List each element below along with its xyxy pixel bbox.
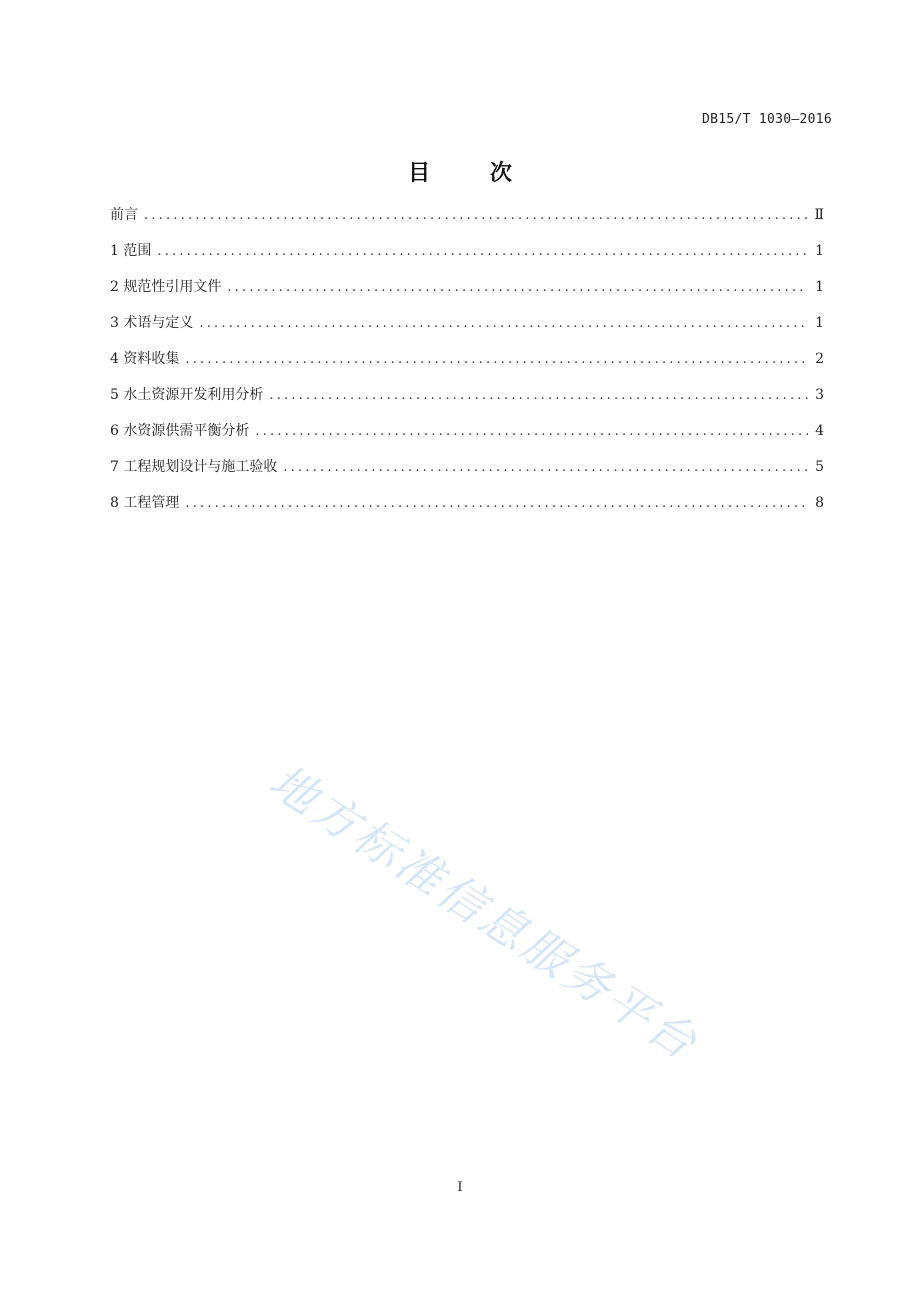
toc-entry-page: 5 (815, 459, 824, 475)
toc-entry-data-collection[interactable] (110, 348, 824, 384)
toc-entry-page: 1 (815, 243, 824, 259)
toc-entry-page: 8 (815, 495, 824, 511)
toc-dot-leader (185, 493, 808, 515)
table-of-contents (110, 204, 824, 528)
toc-dot-leader (157, 241, 808, 263)
toc-entry-label: 7 工程规划设计与施工验收 (110, 459, 278, 475)
page-number: I (457, 1180, 463, 1195)
toc-entry-label: 6 水资源供需平衡分析 (110, 423, 250, 439)
toc-entry-label: 1 范围 (110, 243, 152, 259)
toc-entry-label: 2 规范性引用文件 (110, 279, 222, 295)
toc-dot-leader (199, 313, 808, 335)
toc-dot-leader (185, 349, 808, 371)
toc-dot-leader (227, 277, 808, 299)
toc-entry-label: 5 水土资源开发利用分析 (110, 387, 264, 403)
toc-dot-leader (255, 421, 808, 443)
toc-entry-engineering-design[interactable] (110, 456, 824, 492)
toc-entry-page: 1 (815, 279, 824, 295)
toc-entry-page: 2 (815, 351, 824, 367)
toc-entry-label: 8 工程管理 (110, 495, 180, 511)
toc-entry-label: 3 术语与定义 (110, 315, 194, 331)
toc-dot-leader (269, 385, 808, 407)
toc-entry-engineering-management[interactable] (110, 492, 824, 528)
watermark: 地方标准信息服务平台 (259, 753, 709, 1072)
toc-entry-label: 4 资料收集 (110, 351, 180, 367)
toc-entry-label: 前言 (110, 207, 138, 223)
toc-entry-terms-definitions[interactable] (110, 312, 824, 348)
toc-entry-page: 3 (815, 387, 824, 403)
toc-entry-supply-demand-balance[interactable] (110, 420, 824, 456)
toc-entry-preface[interactable] (110, 204, 824, 240)
toc-entry-normative-references[interactable] (110, 276, 824, 312)
document-code: DB15/T 1030—2016 (701, 112, 832, 127)
toc-entry-page: 4 (815, 423, 824, 439)
toc-dot-leader (144, 205, 808, 227)
toc-title: 目 次 (408, 161, 538, 186)
toc-entry-page: 1 (815, 315, 824, 331)
toc-dot-leader (283, 457, 808, 479)
toc-entry-resource-analysis[interactable] (110, 384, 824, 420)
toc-entry-scope[interactable] (110, 240, 824, 276)
toc-entry-page: Ⅱ (814, 207, 824, 223)
